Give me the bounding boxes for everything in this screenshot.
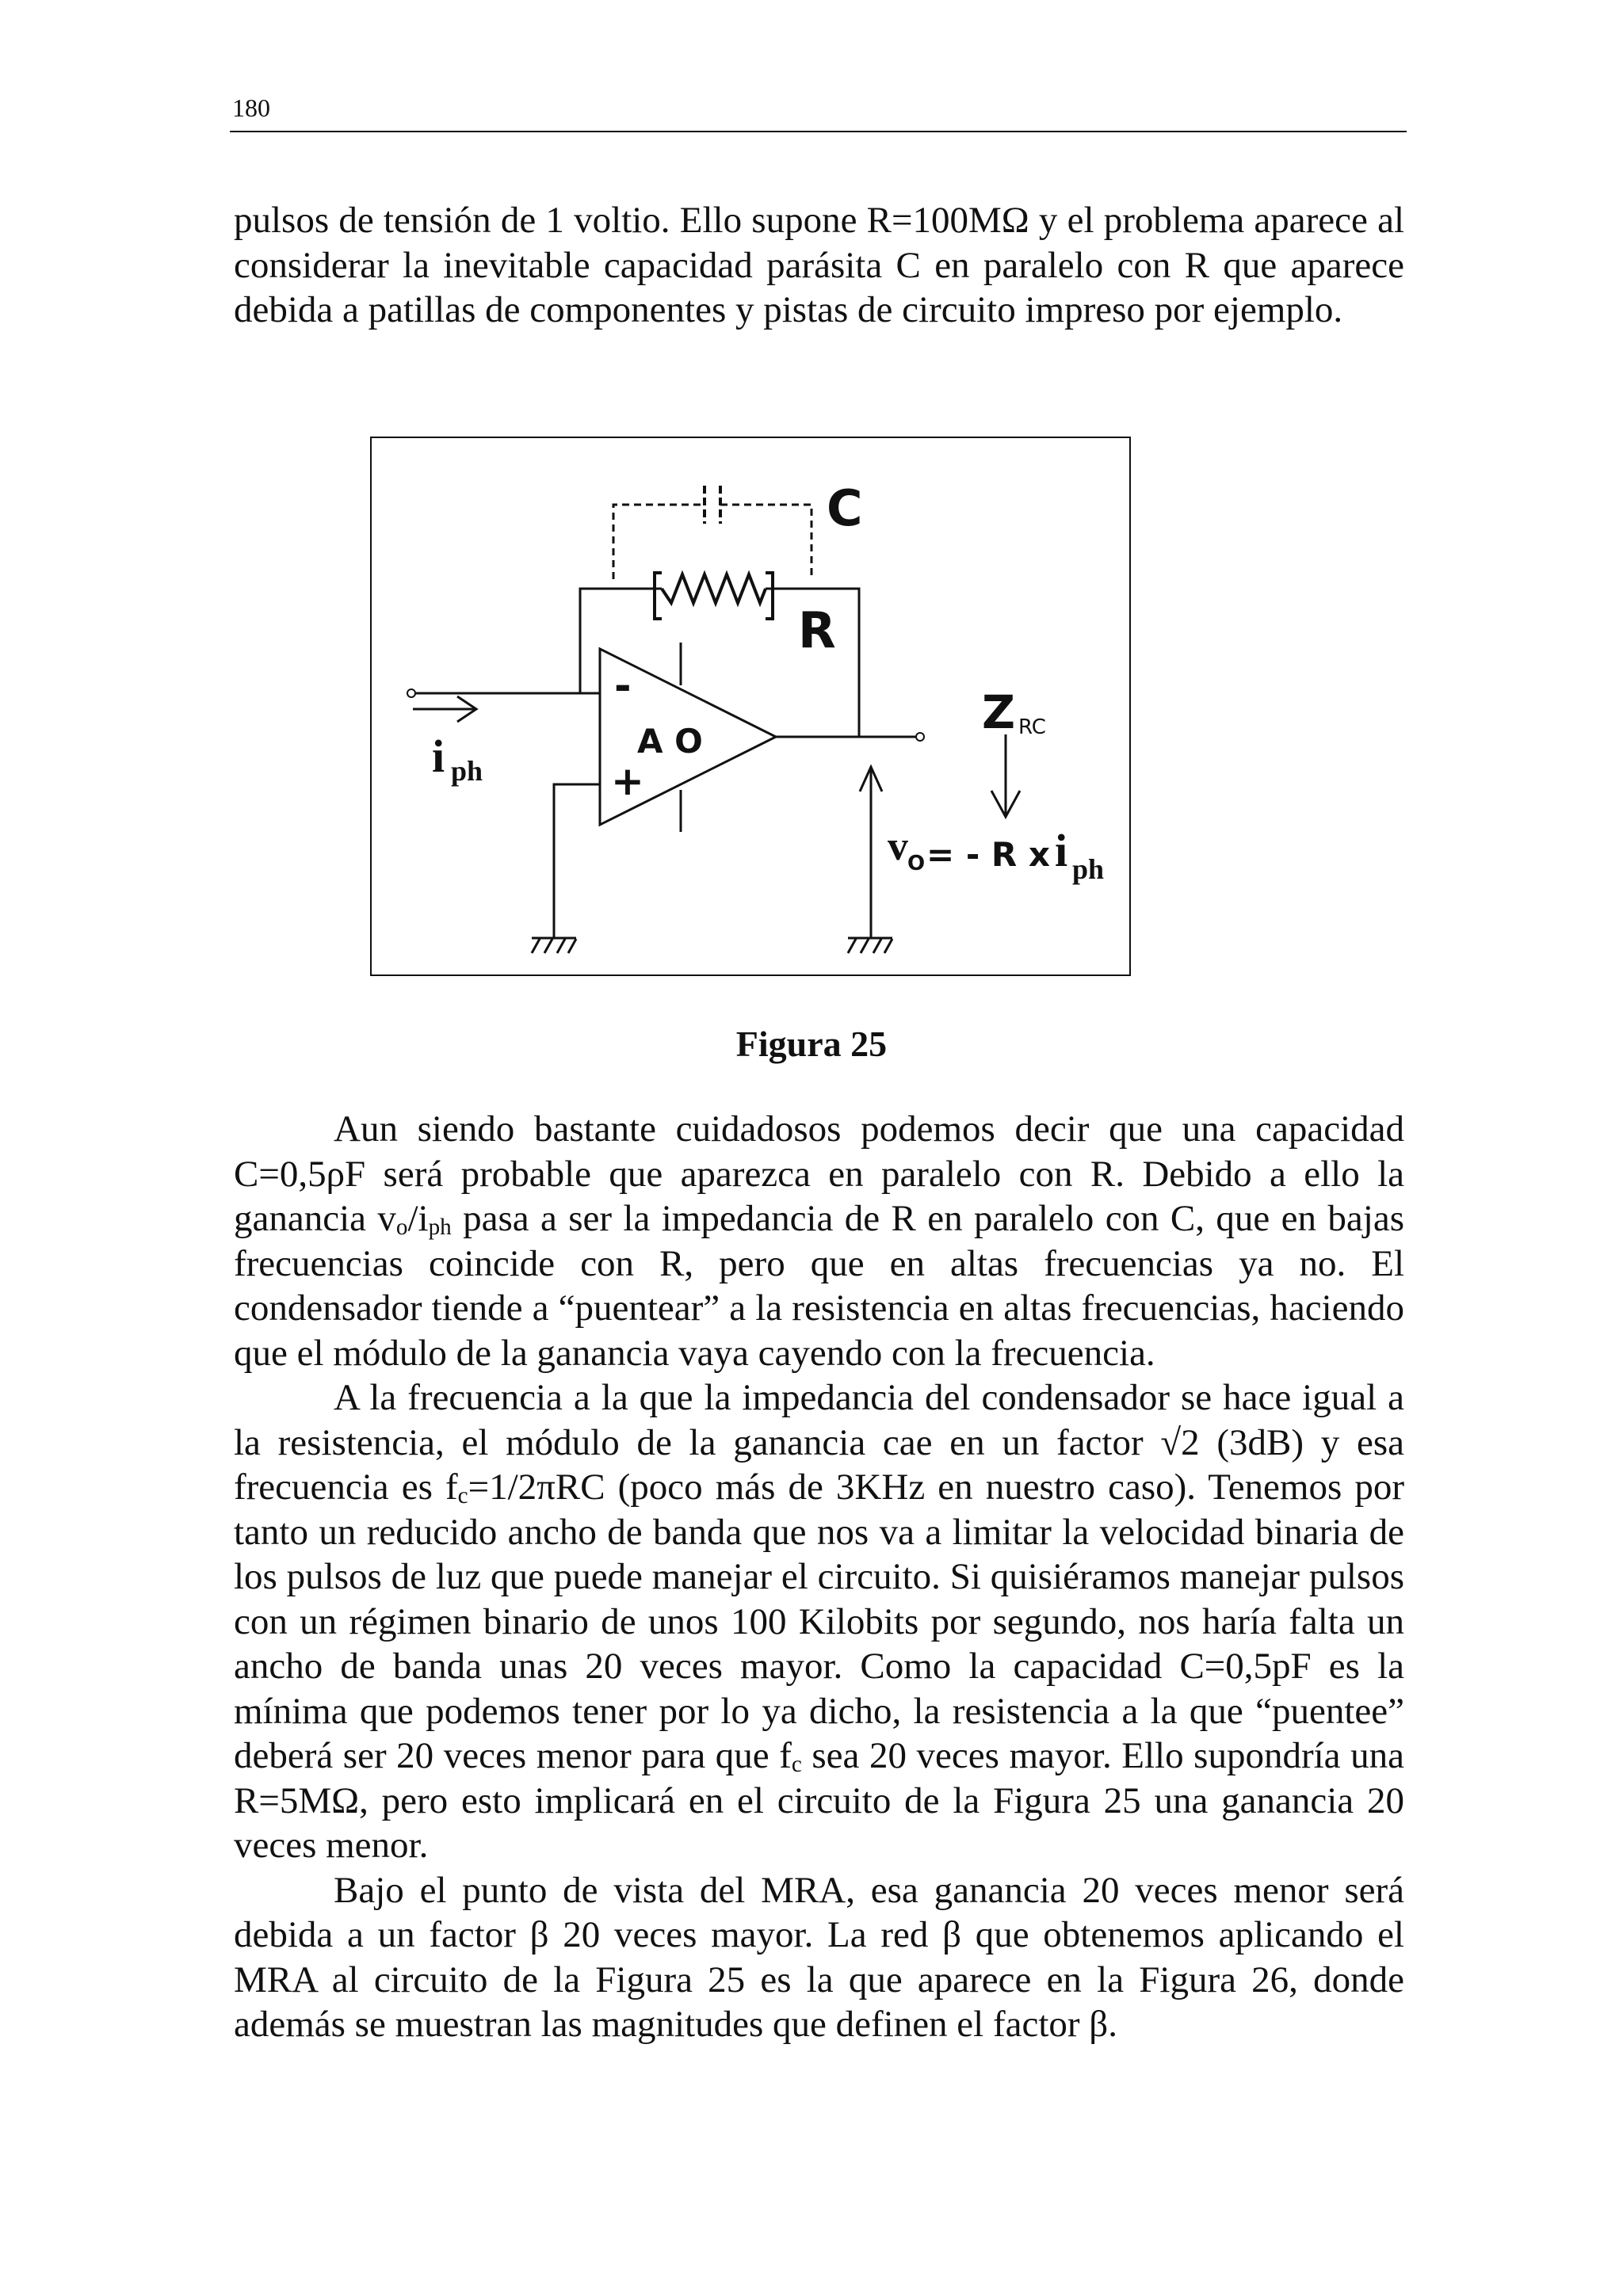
inverting-sign: - — [614, 662, 632, 710]
p2-sub-ph: ph — [428, 1215, 452, 1241]
vo-equation: = - R x — [926, 835, 1050, 874]
ground-left-hatch4 — [568, 939, 576, 953]
p3-text-c: sea 20 veces mayor. Ello supondría una R=5MΩ, pero esto implicará en el circuito de la Figura 25 una ganancia 20 veces menor. — [234, 1735, 1404, 1866]
zrc-subscript: RC — [1018, 715, 1046, 739]
intro-paragraph: pulsos de tensión de 1 voltio. Ello supone R=100MΩ y el problema aparece al considerar la inevitable capacidad parásita C en paralelo con R que aparece debida a patillas de componentes y pistas de circuito impreso por ejemplo. — [234, 200, 1404, 330]
p2-text-b: pasa a ser la impedancia de R en paralelo con C, que en bajas frecuencias coincide con R, pero que en altas frecuencias ya no. El condensador tiende a “puentear” a la resistencia en altas frecuencias, haciendo que el módulo de la ganancia vaya cayendo con la frecuencia. — [234, 1198, 1404, 1374]
p3-sub-c2: c — [791, 1752, 802, 1778]
intro-paragraph-block — [234, 198, 1404, 333]
vo-subscript: O — [907, 852, 926, 875]
p2-text-a: Aun siendo bastante cuidadosos podemos decir que una capacidad C=0,5ρF será probable que aparezca en paralelo con R. Debido a ello la ganancia v — [234, 1108, 1404, 1239]
vo-label: v — [888, 824, 908, 869]
p2-text-mid: /i — [407, 1198, 429, 1239]
ground-left-hatch3 — [557, 939, 565, 953]
p3-text-b: =1/2πRC (poco más de 3KHz en nuestro caso). Tenemos por tanto un reducido ancho de banda que nos va a limitar la velocidad binaria de los pulsos de luz que puede manejar el circuito. Si quisiéramos manejar pulsos con un régimen binario de unos 100 Kilobits por segundo, nos haría falta un ancho de banda unas 20 veces mayor. Como la capacidad C=0,5pF es la mínima que podemos tener por lo ya dicho, la resistencia a la que “puentee” deberá ser 20 veces menor para que f — [234, 1466, 1404, 1776]
zrc-label: Z — [982, 685, 1016, 739]
body-text-block — [234, 1107, 1404, 2047]
figure-caption: Figura 25 — [735, 1024, 888, 1064]
ground-right-hatch4 — [884, 939, 892, 953]
ground-left-hatch2 — [544, 939, 552, 953]
output-terminal — [916, 733, 924, 741]
p3-text-a: A la frecuencia a la que la impedancia del condensador se hace igual a la resistencia, el módulo de la ganancia cae en un factor √2 (3dB) y esa frecuencia es f — [234, 1377, 1404, 1508]
capacitor-label: C — [827, 479, 863, 537]
circuit-svg — [372, 438, 1129, 974]
page-number: 180 — [232, 93, 270, 122]
iph-subscript: ph — [451, 755, 483, 787]
resistor-bracket-left — [655, 573, 662, 619]
resistor-zigzag — [662, 574, 766, 603]
input-terminal — [407, 689, 415, 697]
ground-right-hatch3 — [873, 939, 881, 953]
noninverting-ground-wire — [554, 784, 600, 938]
paragraph-2 — [234, 1107, 1404, 1375]
ground-right-hatch2 — [861, 939, 869, 953]
vo-i-label: i — [1055, 825, 1068, 876]
resistor-label: R — [798, 601, 836, 659]
p2-sub-o: o — [395, 1215, 408, 1241]
opamp-label: A O — [637, 722, 703, 761]
p3-sub-c1: c — [457, 1483, 468, 1509]
ground-left-hatch1 — [532, 939, 540, 953]
capacitor-dashed-right — [720, 505, 812, 579]
resistor-bracket-right — [766, 573, 773, 619]
capacitor-dashed-left — [613, 505, 705, 579]
header-rule — [230, 131, 1407, 132]
paragraph-4: Bajo el punto de vista del MRA, esa ganancia 20 veces menor será debida a un factor β 20 veces mayor. La red β que obtenemos aplicando el MRA al circuito de la Figura 25 es la que aparece en la Figura 26, donde además se muestran las magnitudes que definen el factor β. — [234, 1869, 1404, 2045]
iph-label: i — [432, 730, 445, 782]
ground-right-hatch1 — [848, 939, 856, 953]
paragraph-3 — [234, 1375, 1404, 1868]
figure-25-circuit-diagram — [370, 437, 1131, 976]
noninverting-sign: + — [611, 758, 644, 804]
vo-i-subscript: ph — [1072, 853, 1105, 885]
